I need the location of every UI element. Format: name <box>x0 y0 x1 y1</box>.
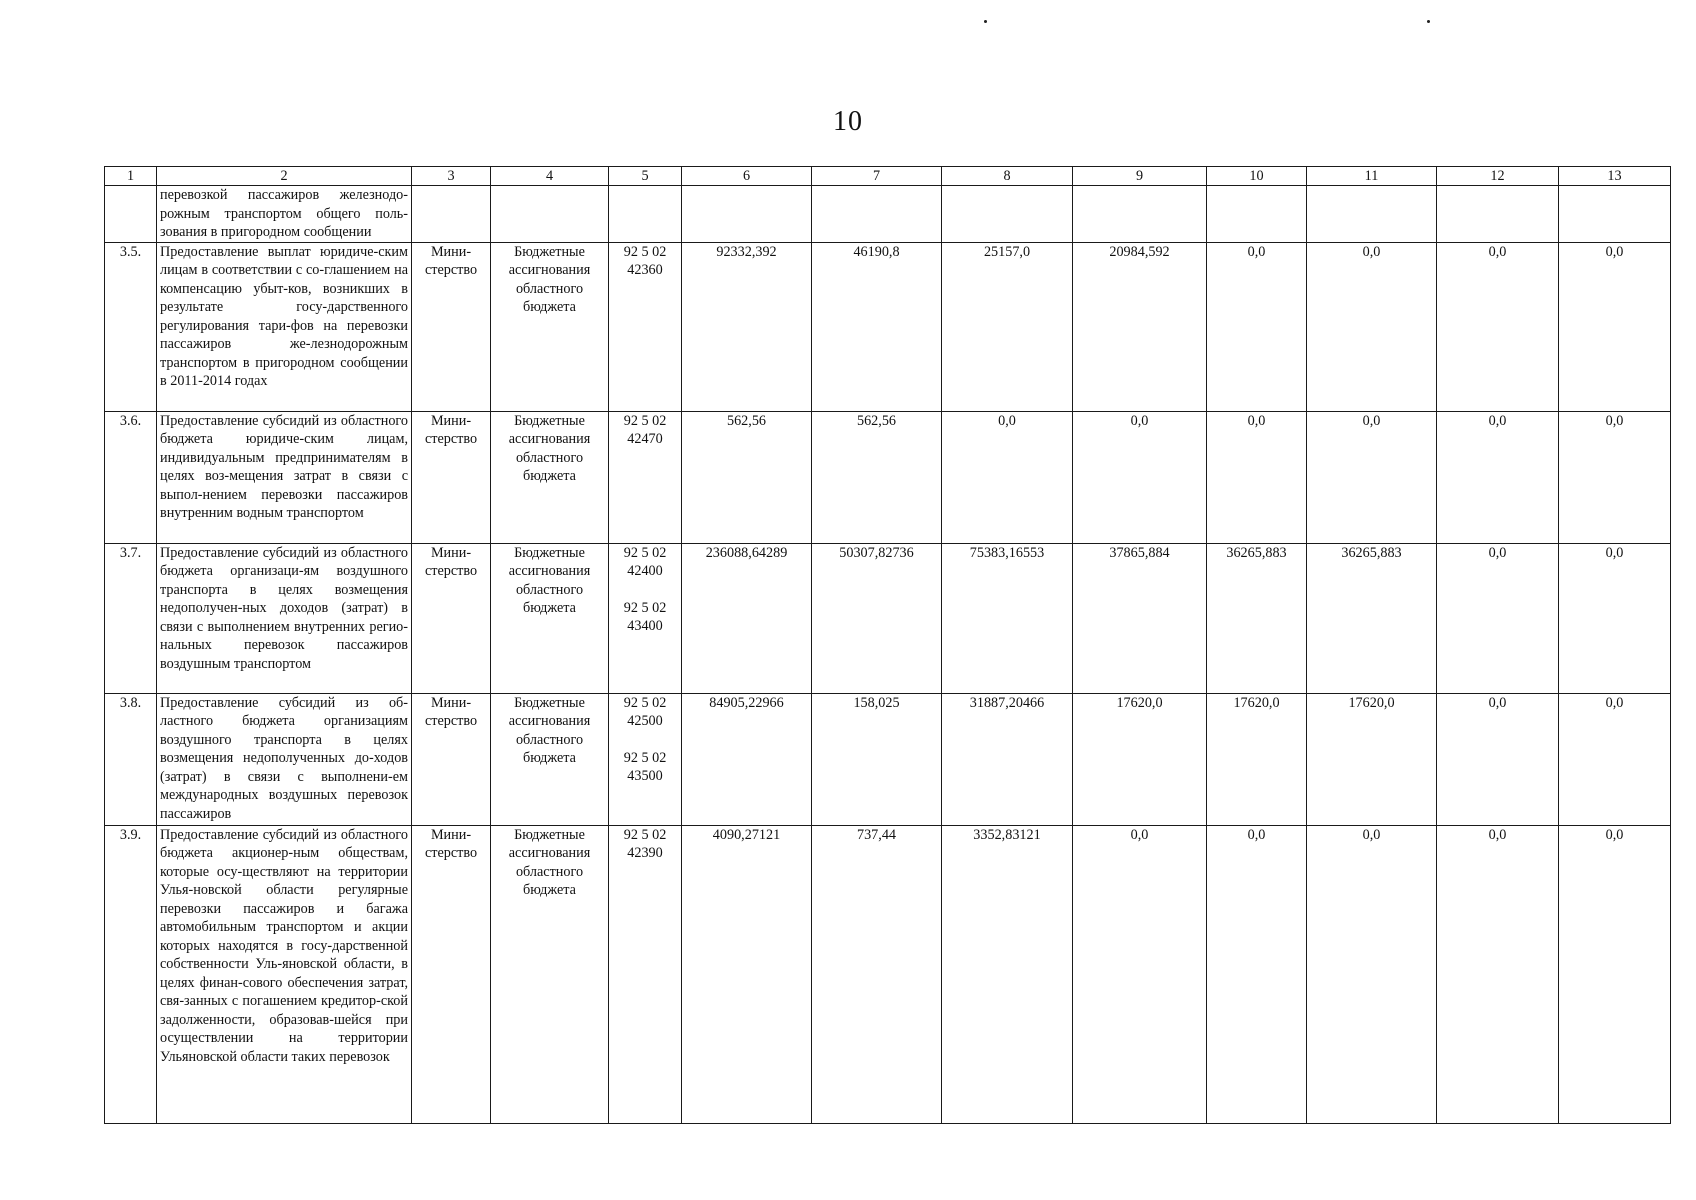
value-cell <box>1073 186 1207 243</box>
value-cell: 0,0 <box>1207 825 1307 1123</box>
value-cell: 92332,392 <box>682 242 812 411</box>
column-header: 4 <box>491 167 609 186</box>
value-cell: 0,0 <box>1559 242 1671 411</box>
value-cell: 25157,0 <box>942 242 1073 411</box>
budget-code-cell <box>609 186 682 243</box>
value-cell <box>1437 186 1559 243</box>
value-cell <box>812 186 942 243</box>
table-row <box>105 411 1671 543</box>
row-number: 3.8. <box>105 693 157 825</box>
value-cell: 0,0 <box>1073 825 1207 1123</box>
budget-table <box>104 166 1671 1124</box>
value-cell: 0,0 <box>1559 411 1671 543</box>
table-row <box>105 693 1671 825</box>
column-header: 1 <box>105 167 157 186</box>
executor-cell: Мини-стерство <box>412 242 491 411</box>
value-cell: 37865,884 <box>1073 543 1207 693</box>
value-cell <box>682 186 812 243</box>
value-cell: 84905,22966 <box>682 693 812 825</box>
value-cell: 17620,0 <box>1073 693 1207 825</box>
column-header: 10 <box>1207 167 1307 186</box>
budget-code-cell <box>609 543 682 693</box>
value-cell: 0,0 <box>1437 825 1559 1123</box>
column-header: 11 <box>1307 167 1437 186</box>
executor-cell: Мини-стерство <box>412 693 491 825</box>
executor-cell: Мини-стерство <box>412 825 491 1123</box>
value-cell: 20984,592 <box>1073 242 1207 411</box>
measure-description: Предоставление выплат юридиче-ским лицам в соответствии с со-глашением на компенсацию убыт-ков, возникших в результате госу-дарственного регулирования тари-фов на перевозки пассажиров же-лезнодорожным транспортом в пригородном сообщении в 2011-2014 годах <box>157 242 412 411</box>
value-cell: 3352,83121 <box>942 825 1073 1123</box>
scan-speck <box>1427 20 1430 23</box>
value-cell: 0,0 <box>1307 825 1437 1123</box>
column-header: 12 <box>1437 167 1559 186</box>
column-header: 3 <box>412 167 491 186</box>
value-cell: 236088,64289 <box>682 543 812 693</box>
value-cell: 4090,27121 <box>682 825 812 1123</box>
budget-code: 92 5 02 42470 <box>623 412 667 447</box>
value-cell: 737,44 <box>812 825 942 1123</box>
column-header: 9 <box>1073 167 1207 186</box>
executor-cell: Мини-стерство <box>412 411 491 543</box>
value-cell: 0,0 <box>1207 411 1307 543</box>
budget-code: 92 5 02 42500 <box>623 694 667 729</box>
row-number: 3.6. <box>105 411 157 543</box>
value-cell <box>1559 186 1671 243</box>
value-cell: 36265,883 <box>1207 543 1307 693</box>
funding-source-cell: Бюджетные ассигнования областного бюджета <box>491 242 609 411</box>
measure-description: Предоставление субсидий из об-ластного бюджета организациям воздушного транспорта в целях возмещения недополученных до-ходов (затрат) в связи с выполнени-ем международных воздушных перевозок пассажиров <box>157 693 412 825</box>
budget-code-cell <box>609 825 682 1123</box>
value-cell: 0,0 <box>1073 411 1207 543</box>
value-cell: 0,0 <box>1437 693 1559 825</box>
row-number <box>105 186 157 243</box>
value-cell: 0,0 <box>1307 242 1437 411</box>
budget-code-cell <box>609 242 682 411</box>
value-cell: 562,56 <box>682 411 812 543</box>
measure-description: перевозкой пассажиров железнодо-рожным транспортом общего поль-зования в пригородном сообщении <box>157 186 412 243</box>
value-cell: 0,0 <box>1307 411 1437 543</box>
page-number: 10 <box>833 106 863 137</box>
value-cell: 17620,0 <box>1307 693 1437 825</box>
scan-speck <box>984 20 987 23</box>
funding-source-cell <box>491 186 609 243</box>
column-header: 13 <box>1559 167 1671 186</box>
value-cell: 562,56 <box>812 411 942 543</box>
column-header: 8 <box>942 167 1073 186</box>
row-number: 3.7. <box>105 543 157 693</box>
value-cell: 46190,8 <box>812 242 942 411</box>
budget-code: 92 5 02 43400 <box>623 599 667 634</box>
column-header: 7 <box>812 167 942 186</box>
column-header: 2 <box>157 167 412 186</box>
table-row <box>105 186 1671 243</box>
value-cell: 0,0 <box>1207 242 1307 411</box>
value-cell: 158,025 <box>812 693 942 825</box>
value-cell: 0,0 <box>1559 543 1671 693</box>
table-row <box>105 825 1671 1123</box>
value-cell: 31887,20466 <box>942 693 1073 825</box>
budget-code: 92 5 02 42360 <box>623 243 667 278</box>
row-number: 3.5. <box>105 242 157 411</box>
value-cell <box>1207 186 1307 243</box>
table-row <box>105 242 1671 411</box>
column-header: 6 <box>682 167 812 186</box>
measure-description: Предоставление субсидий из областного бюджета юридиче-ским лицам, индивидуальным предпринимателям в целях воз-мещения затрат в связи с выпол-нением перевозки пассажиров внутренним водным транспортом <box>157 411 412 543</box>
value-cell: 75383,16553 <box>942 543 1073 693</box>
value-cell <box>1307 186 1437 243</box>
funding-source-cell: Бюджетные ассигнования областного бюджета <box>491 543 609 693</box>
measure-description: Предоставление субсидий из областного бюджета акционер-ным обществам, которые осу-ществляют на территории Улья-новской области регулярные перевозки пассажиров и багажа автомобильным транспортом и акции которых находятся в госу-дарственной собственности Уль-яновской области, в целях финан-сового обеспечения затрат, свя-занных с погашением кредитор-ской задолженности, образовав-шейся при осуществлении на территории Ульяновской области таких перевозок <box>157 825 412 1123</box>
value-cell: 36265,883 <box>1307 543 1437 693</box>
budget-code-cell <box>609 411 682 543</box>
column-header: 5 <box>609 167 682 186</box>
value-cell: 17620,0 <box>1207 693 1307 825</box>
value-cell: 0,0 <box>1559 825 1671 1123</box>
row-number: 3.9. <box>105 825 157 1123</box>
value-cell: 0,0 <box>1437 242 1559 411</box>
budget-code-cell <box>609 693 682 825</box>
executor-cell <box>412 186 491 243</box>
table-row <box>105 543 1671 693</box>
column-number-header-row <box>105 167 1671 186</box>
funding-source-cell: Бюджетные ассигнования областного бюджета <box>491 825 609 1123</box>
value-cell: 0,0 <box>942 411 1073 543</box>
value-cell <box>942 186 1073 243</box>
value-cell: 0,0 <box>1437 411 1559 543</box>
funding-source-cell: Бюджетные ассигнования областного бюджета <box>491 411 609 543</box>
executor-cell: Мини-стерство <box>412 543 491 693</box>
budget-code: 92 5 02 42400 <box>623 544 667 579</box>
measure-description: Предоставление субсидий из областного бюджета организаци-ям воздушного транспорта в целях возмещения недополучен-ных доходов (затрат) в связи с выполнением внутренних регио-нальных перевозок пассажиров воздушным транспортом <box>157 543 412 693</box>
value-cell: 0,0 <box>1437 543 1559 693</box>
budget-code: 92 5 02 42390 <box>623 826 667 861</box>
value-cell: 0,0 <box>1559 693 1671 825</box>
budget-code: 92 5 02 43500 <box>623 749 667 784</box>
value-cell: 50307,82736 <box>812 543 942 693</box>
funding-source-cell: Бюджетные ассигнования областного бюджета <box>491 693 609 825</box>
